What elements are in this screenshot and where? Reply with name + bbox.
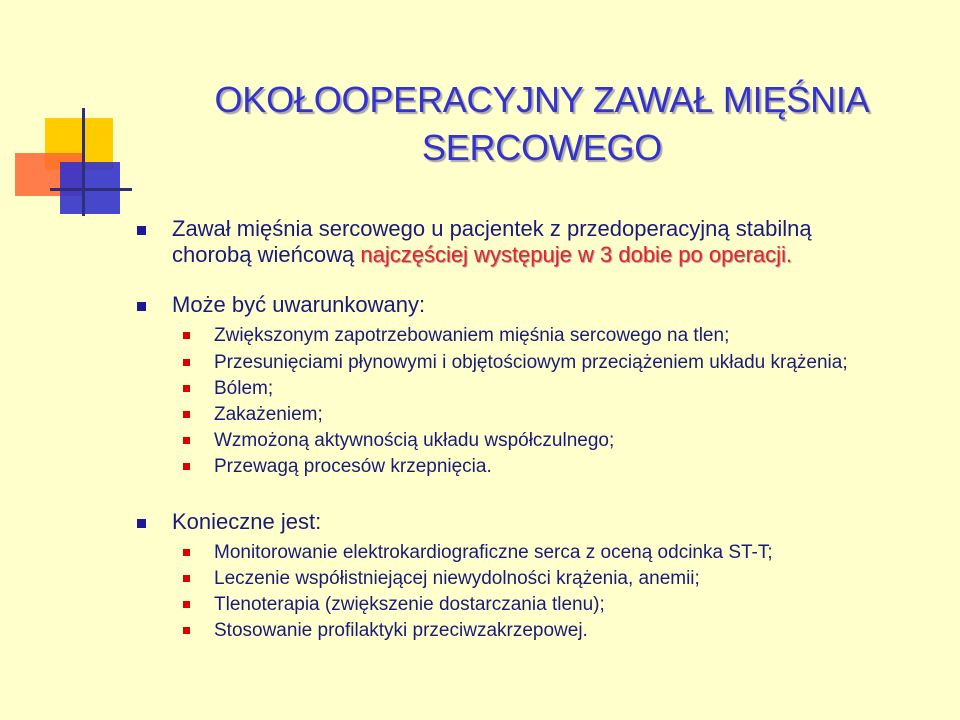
section2-item: Leczenie współistniejącej niewydolności krążenia, anemii; [214, 568, 700, 589]
intro-line-1: Zawał mięśnia sercowego u pacjentek z przedoperacyjną stabilną [172, 216, 812, 241]
section1-item: Zwiększonym zapotrzebowaniem mięśnia sercowego na tlen; [214, 325, 730, 346]
section1-item: Zakażeniem; [214, 404, 323, 425]
title-line-2: SERCOWEGO [421, 127, 663, 168]
bullet-square-icon [137, 302, 146, 311]
intro-text-plain: chorobą wieńcową [172, 242, 361, 267]
bullet-square-icon [137, 519, 146, 528]
sub-bullet-icon [183, 549, 190, 556]
logo-vertical-line [82, 108, 85, 216]
sub-bullet-icon [183, 463, 190, 470]
section1-item: Wzmożoną aktywnością układu współczulnego; [214, 430, 615, 451]
bullet-square-icon [137, 226, 146, 235]
slide-title [142, 76, 942, 172]
sub-bullet-icon [183, 359, 190, 366]
logo-horizontal-line [50, 188, 132, 191]
sub-bullet-icon [183, 601, 190, 608]
section1-item: Bólem; [214, 378, 274, 399]
section1-heading: Może być uwarunkowany: [172, 292, 426, 317]
sub-bullet-icon [183, 385, 190, 392]
sub-bullet-icon [183, 575, 190, 582]
section1-item: Przesunięciami płynowymi i objętościowym przeciążeniem układu krążenia; [214, 352, 848, 373]
title-line-1: OKOŁOOPERACYJNY ZAWAŁ MIĘŚNIA [214, 79, 870, 120]
intro-highlight: najczęściej występuje w 3 dobie po operacji. [360, 242, 793, 267]
intro-line-2 [172, 242, 792, 268]
section1-item: Przewagą procesów krzepnięcia. [214, 456, 492, 477]
section2-item: Tlenoterapia (zwiększenie dostarczania tlenu); [214, 594, 605, 615]
section2-item: Monitorowanie elektrokardiograficzne serca z oceną odcinka ST-T; [214, 542, 773, 563]
sub-bullet-icon [183, 437, 190, 444]
section2-heading: Konieczne jest: [172, 509, 322, 534]
sub-bullet-icon [183, 627, 190, 634]
sub-bullet-icon [183, 411, 190, 418]
section2-item: Stosowanie profilaktyki przeciwzakrzepowej. [214, 620, 588, 641]
sub-bullet-icon [183, 332, 190, 339]
